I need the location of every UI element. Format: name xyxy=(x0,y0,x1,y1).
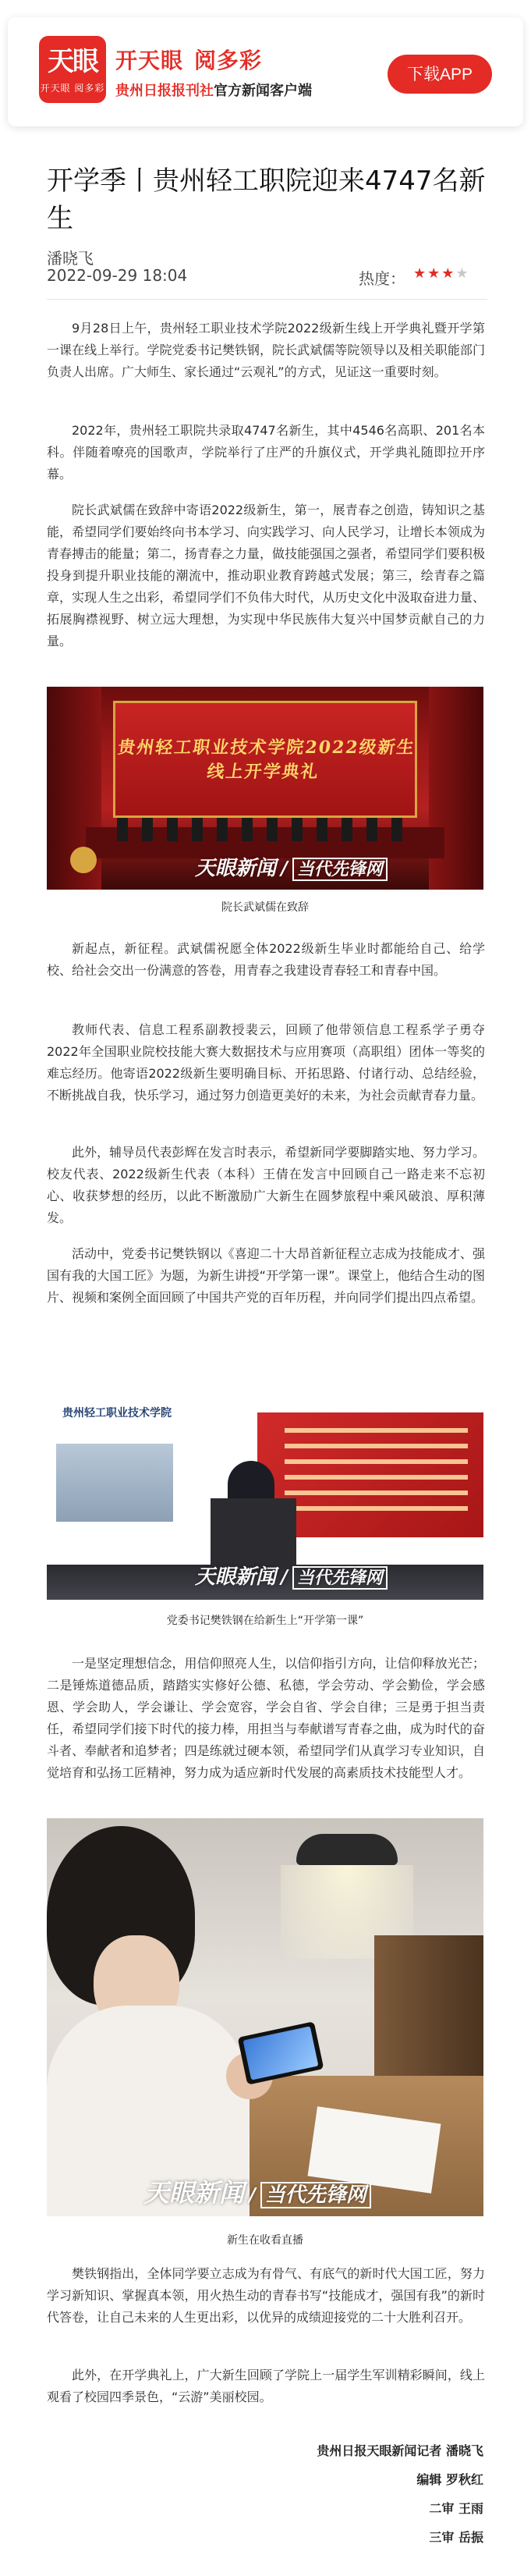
watermark-brand: 天眼新闻 xyxy=(195,857,277,880)
app-logo-subtext: 开天眼 阅多彩 xyxy=(40,83,105,94)
paragraph: 新起点，新征程。武斌儒祝愿全体2022级新生毕业时都能给自己、给学校、给社会交出一份满意的答卷，用青春之我建设青春轻工和青春中国。 xyxy=(47,941,485,978)
paragraph: 此外，辅导员代表彭辉在发言时表示，希望新同学要脚踏实地、努力学习。校友代表、2022级新生代表（本科）王倩在发言中回顾自己一路走来不忘初心、收获梦想的经历，以此不断激励广大新生在圆梦旅程中乘风破浪、厚积薄发。 xyxy=(47,1145,485,1225)
heat-rating xyxy=(413,265,470,282)
watermark-brand: 天眼新闻 xyxy=(195,1565,277,1589)
paragraph: 教师代表、信息工程系副教授裴云，回顾了他带领信息工程系学子勇夺2022年全国职业院校技能大赛大数据技术与应用赛项（高职组）团体一等奖的难忘经历。他寄语2022级新生要明确目标、开拓思路、付诸行动、总结经验，不断挑战自我，快乐学习，通过努力创造更美好的未来，为社会贡献青春力量。 xyxy=(47,1022,485,1103)
article-meta xyxy=(47,266,483,288)
star-empty-icon: ★ xyxy=(455,265,470,282)
credit-editor: 编辑 罗秋红 xyxy=(416,2472,483,2487)
article-author: 潘晓飞 xyxy=(47,249,94,268)
photo-ceremony xyxy=(47,687,483,890)
star-filled-icon: ★ xyxy=(441,265,456,282)
app-slogan xyxy=(115,44,262,75)
watermark-site: 当代先锋网 xyxy=(260,2182,371,2208)
curtain-right xyxy=(429,687,483,890)
photo-watermark: 天眼新闻 / 当代先锋网 xyxy=(144,2173,371,2209)
header-divider xyxy=(47,299,487,300)
photo-student-watching xyxy=(47,1818,483,2216)
stage-guests xyxy=(117,818,413,841)
star-filled-icon: ★ xyxy=(413,265,428,282)
paragraph: 一是坚定理想信念，用信仰照亮人生，以信仰指引方向，让信仰释放光芒；二是锤炼道德品质，踏踏实实修好公德、私德，学会劳动、学会勤俭，学会感恩、学会助人，学会谦让、学会宽容，学会自省、学会自律；三是勇于担当责任，希望同学们接下时代的接力棒，用担当与奉献谱写青春之曲，成为时代的奋斗者、奉献者和追梦者；四是练就过硬本领，希望同学们从真学习专业知识，自觉培育和弘扬工匠精神，努力成为适应新时代发展的高素质技术技能型人才。 xyxy=(47,1656,485,1780)
heat-label: 热度： xyxy=(359,269,405,288)
paragraph: 2022年，贵州轻工职院共录取4747名新生，其中4546名高职、201名本科。伴随着嘹亮的国歌声，学院举行了庄严的升旗仪式，开学典礼随即拉开序幕。 xyxy=(47,423,485,481)
credit-third-review: 三审 岳振 xyxy=(429,2530,483,2545)
bookshelf xyxy=(374,1935,483,2084)
photo-lecture xyxy=(47,1397,483,1600)
screen-school-name: 贵州轻工职业技术学院 xyxy=(62,1407,172,1419)
download-app-button[interactable]: 下载APP xyxy=(388,55,492,94)
paragraph: 活动中，党委书记樊铁钢以《喜迎二十大昂首新征程立志成为技能成才、强国有我的大国工匠》为题，为新生讲授“开学第一课”。课堂上，他结合生动的图片、视频和案例全面回顾了中国共产党的百年历程，并向同学们提出四点希望。 xyxy=(47,1246,485,1305)
paragraph: 院长武斌儒在致辞中寄语2022级新生，第一，展青春之创造，铸知识之基能，希望同学们要始终向书本学习、向实践学习、向人民学习，让增长本领成为青春搏击的能量；第二，扬青春之力量，做技能强国之强者，希望同学们要积极投身到提升职业技能的潮流中，推动职业教育跨越式发展；第三，绘青春之篇章，实现人生之出彩，希望同学们不负伟大时代，从历史文化中汲取奋进力量、拓展胸襟视野、树立远大理想，为实现中华民族伟大复兴中国梦贡献自己的力量。 xyxy=(47,503,485,648)
photo-caption: 院长武斌儒在致辞 xyxy=(221,901,309,914)
photo-caption: 新生在收看直播 xyxy=(227,2234,303,2247)
article-datetime: 2022-09-29 18:04 xyxy=(47,266,188,285)
paragraph: 樊铁钢指出，全体同学要立志成为有骨气、有底气的新时代大国工匠，努力学习新知识、掌握真本领，用火热生动的青春书写“技能成才，强国有我”的新时代答卷，让自己未来的人生更出彩，以优异的成绩迎接党的二十大胜利召开。 xyxy=(47,2266,485,2325)
app-logo xyxy=(39,36,106,103)
app-description xyxy=(115,80,312,100)
photo-caption: 党委书记樊铁钢在给新生上“开学第一课” xyxy=(166,1615,364,1627)
watermark-brand: 天眼新闻 xyxy=(144,2178,245,2208)
paragraph: 此外，在开学典礼上，广大新生回顾了学院上一届学生军训精彩瞬间，线上观看了校园四季景色，“云游”美丽校园。 xyxy=(47,2368,485,2404)
app-publisher: 贵州日报报刊社 xyxy=(115,83,214,99)
app-logo-text: 天眼 xyxy=(48,46,97,77)
stage-screen-text: 贵州轻工职业技术学院2022级新生线上开学典礼 xyxy=(116,737,417,782)
credit-reporter: 贵州日报天眼新闻记者 潘晓飞 xyxy=(317,2443,483,2458)
star-filled-icon: ★ xyxy=(427,265,442,282)
photo-watermark: 天眼新闻 / 当代先锋网 xyxy=(195,852,388,881)
credit-second-review: 二审 王雨 xyxy=(429,2501,483,2516)
screen-text-lines xyxy=(285,1428,468,1514)
app-download-banner xyxy=(8,17,523,126)
desk-lamp xyxy=(296,1834,398,1865)
party-emblem-icon xyxy=(70,847,97,873)
podium xyxy=(211,1498,296,1569)
photo-watermark: 天眼新闻 / 当代先锋网 xyxy=(195,1561,388,1590)
app-slogan-b: 阅多彩 xyxy=(194,48,263,73)
screen-building-image xyxy=(56,1444,173,1522)
stage-screen xyxy=(113,701,417,818)
paragraph: 9月28日上午，贵州轻工职业技术学院2022级新生线上开学典礼暨开学第一课在线上举行。学院党委书记樊铁钢，院长武斌儒等院领导以及相关职能部门负责人出席。广大师生、家长通过“云观礼”的方式，见证这一重要时刻。 xyxy=(47,321,485,379)
watermark-site: 当代先锋网 xyxy=(292,858,388,881)
phone-screen xyxy=(243,2026,319,2080)
app-description-rest: 官方新闻客户端 xyxy=(214,83,312,99)
app-slogan-a: 开天眼 xyxy=(115,48,184,73)
watermark-site: 当代先锋网 xyxy=(292,1566,388,1590)
article-title: 开学季丨贵州轻工职院迎来4747名新生 xyxy=(47,165,486,234)
